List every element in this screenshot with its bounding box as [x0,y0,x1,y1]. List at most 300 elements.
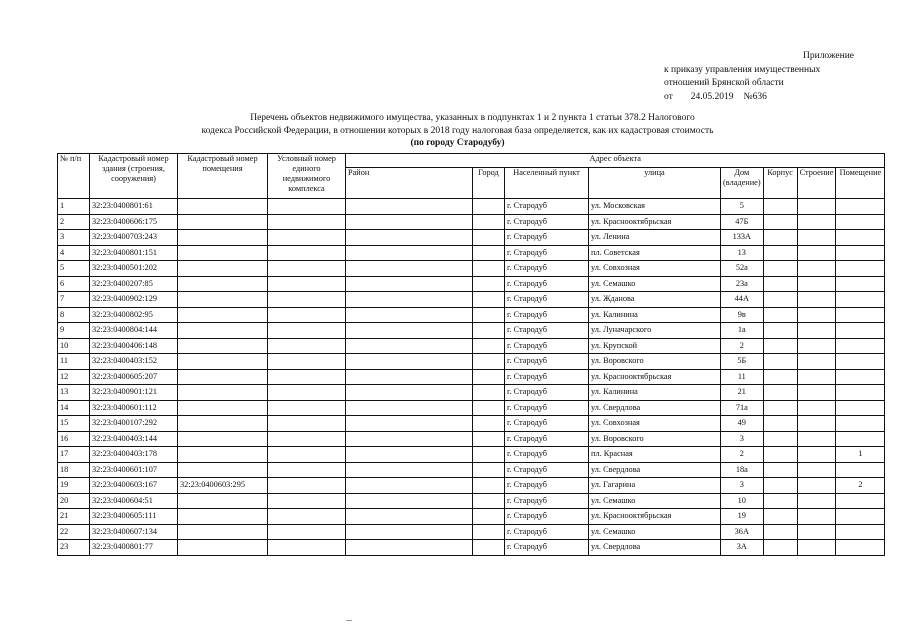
cell-building-cadastral: 32:23:0400605:111 [90,509,178,525]
cell-stroenie [797,431,836,447]
cell-district [346,416,473,432]
cell-house: 133А [721,230,764,246]
cell-korpus [763,261,797,277]
cell-street: ул. Ленина [589,230,721,246]
cell-locality: г. Стародуб [505,354,589,370]
table-row [58,385,885,401]
header-locality: Населенный пункт [505,168,589,199]
cell-house: 3 [721,431,764,447]
cell-house: 1а [721,323,764,339]
cell-district [346,509,473,525]
table-row [58,323,885,339]
table-row [58,462,885,478]
cell-locality: г. Стародуб [505,462,589,478]
cell-room-cadastral [178,431,268,447]
cell-city [473,431,505,447]
cell-house: 2 [721,447,764,463]
table-row [58,354,885,370]
cell-building-cadastral: 32:23:0400403:178 [90,447,178,463]
cell-stroenie [797,509,836,525]
cell-complex-number [268,462,346,478]
header-district: Район [346,168,473,199]
order-date: 24.05.2019 [690,91,734,102]
cell-street: ул. Воровского [589,354,721,370]
cell-num: 15 [58,416,90,432]
cell-stroenie [797,447,836,463]
cell-complex-number [268,524,346,540]
cell-street: ул. Семашко [589,276,721,292]
cell-complex-number [268,447,346,463]
cell-locality: г. Стародуб [505,369,589,385]
cell-house: 36А [721,524,764,540]
cell-korpus [763,416,797,432]
cell-stroenie [797,478,836,494]
cell-room-cadastral [178,385,268,401]
cell-stroenie [797,385,836,401]
cell-city [473,493,505,509]
cell-stroenie [797,354,836,370]
table-row [58,524,885,540]
cell-korpus [763,478,797,494]
cell-stroenie [797,493,836,509]
title-line-1: Перечень объектов недвижимого имущества, указанных в подпунктах 1 и 2 пункта 1 статьи 378.2 Налогового [250,113,695,123]
table-row [58,245,885,261]
cell-district [346,385,473,401]
cell-building-cadastral: 32:23:0400801:151 [90,245,178,261]
property-table [57,153,885,556]
cell-city [473,261,505,277]
cell-complex-number [268,338,346,354]
cell-building-cadastral: 32:23:0400703:243 [90,230,178,246]
cell-district [346,447,473,463]
cell-locality: г. Стародуб [505,509,589,525]
cell-building-cadastral: 32:23:0400406:148 [90,338,178,354]
cell-street: ул. Калинина [589,385,721,401]
header-address: Адрес объекта [346,154,885,168]
cell-street: ул. Краснооктябрьская [589,509,721,525]
cell-city [473,447,505,463]
cell-city [473,540,505,556]
cell-locality: г. Стародуб [505,431,589,447]
cell-city [473,354,505,370]
cell-district [346,478,473,494]
cell-city [473,338,505,354]
cell-house: 2 [721,338,764,354]
cell-building-cadastral: 32:23:0400604:51 [90,493,178,509]
cell-complex-number [268,369,346,385]
cell-complex-number [268,431,346,447]
cell-pomeshchenie [836,245,885,261]
cell-locality: г. Стародуб [505,199,589,215]
cell-room-cadastral [178,447,268,463]
cell-num: 9 [58,323,90,339]
table-row [58,416,885,432]
cell-pomeshchenie [836,323,885,339]
header-room-cadastral: Кадастровый номер помещения [178,154,268,199]
cell-pomeshchenie [836,462,885,478]
cell-house: 9в [721,307,764,323]
appendix-order-line: к приказу управления имущественных [664,64,821,75]
cell-locality: г. Стародуб [505,524,589,540]
cell-korpus [763,338,797,354]
cell-pomeshchenie [836,307,885,323]
table-row [58,214,885,230]
cell-district [346,400,473,416]
cell-room-cadastral [178,493,268,509]
header-complex-number: Условный номер единого недвижимого комплекса [268,154,346,199]
cell-district [346,493,473,509]
cell-stroenie [797,540,836,556]
cell-room-cadastral [178,524,268,540]
cell-complex-number [268,199,346,215]
cell-district [346,354,473,370]
cell-pomeshchenie [836,540,885,556]
cell-korpus [763,292,797,308]
cell-num: 13 [58,385,90,401]
cell-building-cadastral: 32:23:0400603:167 [90,478,178,494]
cell-room-cadastral [178,230,268,246]
cell-house: 21 [721,385,764,401]
cell-stroenie [797,416,836,432]
cell-street: пл. Красная [589,447,721,463]
cell-locality: г. Стародуб [505,261,589,277]
header-num: № п/п [58,154,90,199]
cell-district [346,292,473,308]
cell-city [473,245,505,261]
cell-building-cadastral: 32:23:0400501:202 [90,261,178,277]
cell-korpus [763,400,797,416]
cell-building-cadastral: 32:23:0400606:175 [90,214,178,230]
table-row [58,478,885,494]
cell-korpus [763,323,797,339]
cell-house: 3 [721,478,764,494]
table-row [58,276,885,292]
cell-stroenie [797,199,836,215]
cell-room-cadastral [178,354,268,370]
table-row [58,540,885,556]
cell-num: 16 [58,431,90,447]
cell-room-cadastral [178,462,268,478]
cell-building-cadastral: 32:23:0400801:77 [90,540,178,556]
cell-district [346,338,473,354]
header-stroenie: Строение [797,168,836,199]
cell-street: ул. Краснооктябрьская [589,369,721,385]
cell-complex-number [268,509,346,525]
table-row [58,400,885,416]
cell-locality: г. Стародуб [505,292,589,308]
cell-pomeshchenie [836,509,885,525]
cell-room-cadastral [178,276,268,292]
appendix-heading: Приложение [803,51,854,61]
cell-korpus [763,214,797,230]
cell-stroenie [797,400,836,416]
header-street: улица [589,168,721,199]
cell-house: 71а [721,400,764,416]
cell-locality: г. Стародуб [505,307,589,323]
cell-room-cadastral [178,261,268,277]
page-mark [346,620,352,621]
cell-district [346,540,473,556]
cell-pomeshchenie [836,338,885,354]
table-row [58,230,885,246]
cell-district [346,369,473,385]
cell-street: ул. Совхозная [589,261,721,277]
cell-korpus [763,385,797,401]
cell-locality: г. Стародуб [505,230,589,246]
cell-city [473,462,505,478]
cell-building-cadastral: 32:23:0400607:134 [90,524,178,540]
cell-building-cadastral: 32:23:0400207:85 [90,276,178,292]
cell-korpus [763,369,797,385]
cell-korpus [763,509,797,525]
cell-stroenie [797,462,836,478]
cell-korpus [763,199,797,215]
cell-korpus [763,230,797,246]
cell-pomeshchenie [836,431,885,447]
cell-district [346,462,473,478]
cell-complex-number [268,214,346,230]
cell-pomeshchenie [836,199,885,215]
cell-street: ул. Свердлова [589,540,721,556]
cell-locality: г. Стародуб [505,478,589,494]
appendix-date-line [664,91,854,105]
cell-pomeshchenie [836,292,885,308]
cell-room-cadastral [178,540,268,556]
cell-stroenie [797,369,836,385]
cell-stroenie [797,276,836,292]
appendix-block [664,50,854,104]
cell-city [473,323,505,339]
cell-city [473,292,505,308]
cell-num: 19 [58,478,90,494]
table-row [58,307,885,323]
header-building-cadastral: Кадастровый номер здания (строения, сооружения) [90,154,178,199]
cell-korpus [763,493,797,509]
cell-korpus [763,540,797,556]
cell-district [346,307,473,323]
cell-room-cadastral [178,369,268,385]
cell-pomeshchenie: 1 [836,447,885,463]
cell-city [473,199,505,215]
cell-city [473,230,505,246]
cell-street: ул. Московская [589,199,721,215]
cell-city [473,478,505,494]
cell-room-cadastral: 32:23:0400603:295 [178,478,268,494]
cell-num: 11 [58,354,90,370]
cell-street: ул. Гагарина [589,478,721,494]
cell-stroenie [797,307,836,323]
cell-street: ул. Воровского [589,431,721,447]
cell-num: 5 [58,261,90,277]
cell-locality: г. Стародуб [505,276,589,292]
title-city: (по городу Стародубу) [410,138,505,148]
cell-building-cadastral: 32:23:0400601:107 [90,462,178,478]
cell-stroenie [797,214,836,230]
cell-house: 11 [721,369,764,385]
cell-district [346,245,473,261]
cell-pomeshchenie [836,385,885,401]
table-row [58,292,885,308]
cell-stroenie [797,245,836,261]
cell-room-cadastral [178,292,268,308]
cell-building-cadastral: 32:23:0400403:152 [90,354,178,370]
cell-korpus [763,276,797,292]
cell-complex-number [268,323,346,339]
cell-pomeshchenie [836,354,885,370]
cell-room-cadastral [178,509,268,525]
cell-locality: г. Стародуб [505,385,589,401]
cell-complex-number [268,307,346,323]
cell-room-cadastral [178,338,268,354]
cell-locality: г. Стародуб [505,214,589,230]
cell-building-cadastral: 32:23:0400403:144 [90,431,178,447]
cell-house: 10 [721,493,764,509]
cell-pomeshchenie [836,214,885,230]
cell-stroenie [797,524,836,540]
cell-korpus [763,431,797,447]
cell-stroenie [797,338,836,354]
cell-pomeshchenie [836,369,885,385]
cell-building-cadastral: 32:23:0400802:95 [90,307,178,323]
title-line-2: кодекса Российской Федерации, в отношении которых в 2018 году налоговая база определяется, как их кадастровая стоимость [201,125,714,136]
cell-house: 44А [721,292,764,308]
cell-locality: г. Стародуб [505,416,589,432]
cell-num: 3 [58,230,90,246]
cell-street: ул. Крупской [589,338,721,354]
cell-building-cadastral: 32:23:0400605:207 [90,369,178,385]
cell-pomeshchenie [836,493,885,509]
cell-city [473,385,505,401]
cell-stroenie [797,292,836,308]
header-pomeshchenie: Помещение [836,168,885,199]
cell-pomeshchenie: 2 [836,478,885,494]
cell-num: 23 [58,540,90,556]
cell-locality: г. Стародуб [505,540,589,556]
cell-district [346,323,473,339]
table-row [58,199,885,215]
cell-city [473,276,505,292]
cell-num: 8 [58,307,90,323]
cell-district [346,261,473,277]
order-number: №636 [743,91,767,102]
cell-num: 21 [58,509,90,525]
cell-stroenie [797,230,836,246]
cell-city [473,400,505,416]
cell-building-cadastral: 32:23:0400902:129 [90,292,178,308]
cell-pomeshchenie [836,261,885,277]
cell-house: 5Б [721,354,764,370]
header-city: Город [473,168,505,199]
cell-district [346,199,473,215]
cell-complex-number [268,540,346,556]
cell-complex-number [268,245,346,261]
cell-num: 7 [58,292,90,308]
cell-korpus [763,524,797,540]
cell-complex-number [268,230,346,246]
cell-building-cadastral: 32:23:0400804:144 [90,323,178,339]
header-house: Дом (владение) [721,168,764,199]
cell-house: 47Б [721,214,764,230]
cell-street: ул. Семашко [589,493,721,509]
cell-room-cadastral [178,323,268,339]
cell-complex-number [268,354,346,370]
header-korpus: Корпус [763,168,797,199]
cell-house: 3А [721,540,764,556]
cell-district [346,524,473,540]
cell-pomeshchenie [836,276,885,292]
cell-room-cadastral [178,400,268,416]
cell-city [473,214,505,230]
cell-house: 13 [721,245,764,261]
cell-city [473,369,505,385]
cell-num: 4 [58,245,90,261]
cell-street: ул. Свердлова [589,400,721,416]
cell-room-cadastral [178,199,268,215]
cell-house: 23а [721,276,764,292]
cell-pomeshchenie [836,416,885,432]
cell-locality: г. Стародуб [505,493,589,509]
cell-district [346,276,473,292]
cell-house: 5 [721,199,764,215]
cell-room-cadastral [178,245,268,261]
cell-korpus [763,462,797,478]
cell-stroenie [797,323,836,339]
cell-pomeshchenie [836,524,885,540]
table-row [58,338,885,354]
date-prefix: от [664,91,673,102]
cell-room-cadastral [178,214,268,230]
cell-num: 10 [58,338,90,354]
cell-street: ул. Семашко [589,524,721,540]
cell-house: 52а [721,261,764,277]
cell-locality: г. Стародуб [505,245,589,261]
cell-num: 6 [58,276,90,292]
cell-locality: г. Стародуб [505,323,589,339]
cell-house: 18а [721,462,764,478]
cell-district [346,230,473,246]
cell-complex-number [268,292,346,308]
cell-locality: г. Стародуб [505,447,589,463]
cell-korpus [763,447,797,463]
cell-complex-number [268,385,346,401]
table-row [58,261,885,277]
cell-city [473,509,505,525]
cell-num: 12 [58,369,90,385]
cell-pomeshchenie [836,230,885,246]
cell-building-cadastral: 32:23:0400107:292 [90,416,178,432]
cell-stroenie [797,261,836,277]
table-row [58,431,885,447]
cell-city [473,524,505,540]
cell-building-cadastral: 32:23:0400601:112 [90,400,178,416]
cell-num: 20 [58,493,90,509]
cell-street: пл. Советская [589,245,721,261]
appendix-department-line: отношений Брянской области [664,78,784,88]
cell-city [473,307,505,323]
table-row [58,447,885,463]
cell-room-cadastral [178,307,268,323]
cell-building-cadastral: 32:23:0400801:61 [90,199,178,215]
cell-num: 2 [58,214,90,230]
table-body [58,199,885,556]
cell-pomeshchenie [836,400,885,416]
cell-street: ул. Луначарского [589,323,721,339]
cell-complex-number [268,276,346,292]
table-row [58,369,885,385]
cell-num: 22 [58,524,90,540]
cell-house: 49 [721,416,764,432]
cell-num: 18 [58,462,90,478]
